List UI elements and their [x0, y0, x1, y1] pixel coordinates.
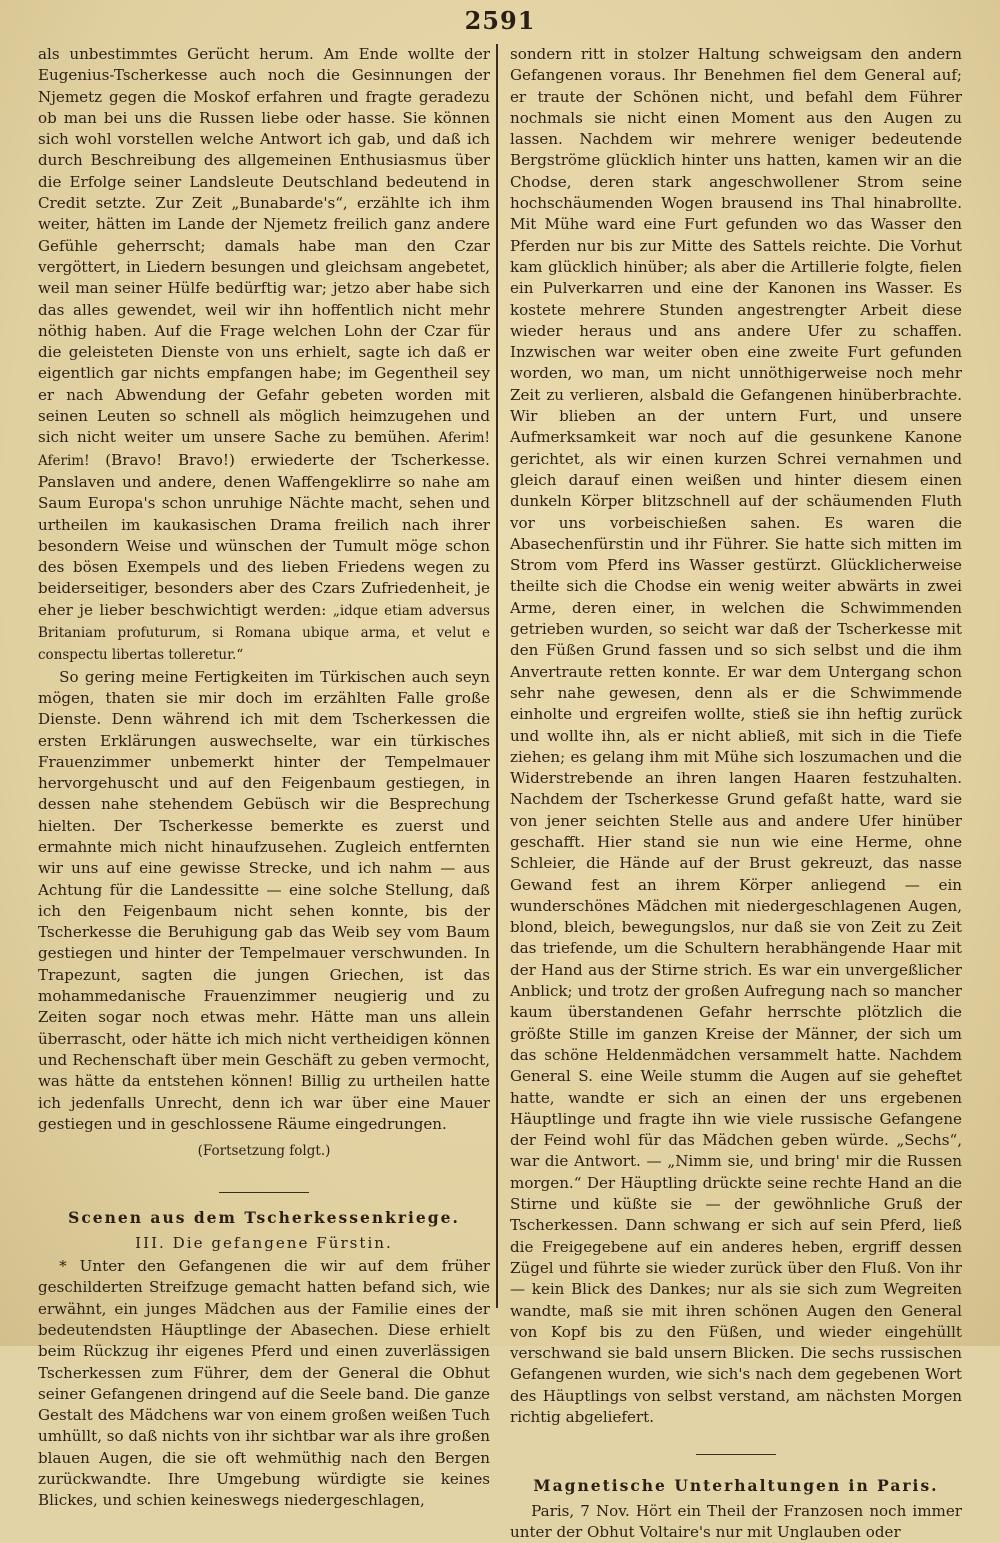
- exclamation: Aferim! Aferim!: [38, 430, 490, 469]
- paragraph: sondern ritt in stolzer Haltung schweigsam den andern Gefangenen voraus. Ihr Benehmen fiel dem General auf; er traute der Schönen nicht, und befahl dem Führer nochmals sie nicht einen Moment aus den Augen zu lassen. Nachdem wir mehrere weniger bedeutende Bergströme glücklich hinter uns hatten, kamen wir an die Chodse, deren stark angeschwollener Strom seine hochschäumenden Wogen brausend ins Thal hinabrollte. Mit Mühe ward eine Furt gefunden wo das Wasser den Pferden nur bis zur Mitte des Sattels reichte. Die Vorhut kam glücklich hinüber; als aber die Artillerie folgte, fielen ein Pulverkarren und eine der Kanonen ins Wasser. Es kostete mehrere Stunden angestrengter Arbeit diese wieder heraus und ans andere Ufer zu schaffen. Inzwischen war weiter oben eine zweite Furt gefunden worden, wo man, um nicht unnöthigerweise noch mehr Zeit zu verlieren, alsbald die Gefangenen hinüberbrachte. Wir blieben an der untern Furt, und unsere Aufmerksamkeit war noch auf die gesunkene Kanone gerichtet, als wir einen kurzen Schrei vernahmen und gleich darauf einen weißen und hinter diesem einen dunkeln Körper blitzschnell auf der schäumenden Fluth vor uns vorbeischießen sahen. Es waren die Abasechenfürstin und ihr Führer. Sie hatte sich mitten im Strom vom Pferd ins Wasser gestürzt. Glücklicherweise theilte sich die Chodse ein wenig weiter abwärts in zwei Arme, deren einer, in welchen die Schwimmenden getrieben wurden, so seicht war daß der Tscherkesse mit den Füßen Grund fassen und so sich selbst und die ihm Anvertraute retten konnte. Er war dem Untergang schon sehr nahe gewesen, denn als er die Schwimmende einholte und ergreifen wollte, stieß sie ihn heftig zurück und wollte ihn, als er nicht abließ, mit sich in die Tiefe ziehen; es gelang ihm mit Mühe sich loszumachen und die Widerstrebende an ihren langen Haaren festzuhalten. Nachdem der Tscherkesse Grund gefaßt hatte, ward sie von jener seichten Stelle aus and andere Ufer hinüber geschafft. Hier stand sie nun wie eine Herme, ohne Schleier, die Hände auf der Brust gekreuzt, das nasse Gewand fest an ihrem Körper anliegend — ein wunderschönes Mädchen mit niedergeschlagenen Augen, blond, bleich, bewegungslos, nur daß sie von Zeit zu Zeit das triefende, um die Schultern herabhängende Haar mit der Hand aus der Stirne strich. Es war ein unvergeßlicher Anblick; und trotz der großen Aufregung nach so mancher kaum überstandenen Gefahr herrschte plötzlich die größte Stille im ganzen Kreise der Männer, der sich um das schöne Heldenmädchen versammelt hatte. Nachdem General S. eine Weile stumm die Augen auf sie geheftet hatte, wandte er sich an einen der uns ergebenen Häuptlinge und fragte ihn wie viele russische Gefangene der Feind wohl für das Mädchen geben würde. „Sechs“, war die Antwort. — „Nimm sie, und bring' mir die Russen morgen.“ Der Häuptling drückte seine rechte Hand an die Stirne und küßte sie — der gewöhnliche Gruß der Tscherkessen. Dann schwang er sich auf sein Pferd, ließ die Freigegebene auf ein anderes heben, ergriff dessen Zügel und führte sie wieder zurück über den Fluß. Von ihr — kein Blick des Dankes; nur als sie sich zum Wegreiten wandte, maß sie mit ihren schönen Augen den General von Kopf bis zu den Füßen, und wieder eingehüllt verschwand sie bald unsern Blicken. Die sechs russischen Gefangenen wurden, wie sich's nach dem gegebenen Wort des Häuptlings von selbst verstand, am nächsten Morgen richtig abgeliefert.: [510, 45, 962, 1426]
- paragraph: So gering meine Fertigkeiten im Türkischen auch seyn mögen, thaten sie mir doch im erzählten Falle große Dienste. Denn während ich mit dem Tscherkessen die ersten Erklärungen auswechselte, war ein türkisches Frauenzimmer unbemerkt hinter der Tempelmauer hervorgehuscht und auf den Feigenbaum gestiegen, in dessen nahe stehendem Gebüsch wir die Besprechung hielten. Der Tscherkesse bemerkte es zuerst und ermahnte mich nicht hinaufzusehen. Zugleich entfernten wir uns auf eine gewisse Strecke, und ich nahm — aus Achtung für die Landessitte — eine solche Stellung, daß ich den Feigenbaum nicht sehen konnte, bis der Tscherkesse die Beruhigung gab das Weib sey vom Baum gestiegen und hinter der Tempelmauer verschwunden. In Trapezunt, sagten die jungen Griechen, ist das mohammedanische Frauenzimmer neugierig und zu Zeiten sogar noch etwas mehr. Hätte man uns allein überrascht, oder hätte ich mich nicht vertheidigen können und Rechenschaft über mein Geschäft zu geben vermocht, was hätte da entstehen können! Billig zu urtheilen hatte ich jedenfalls Unrecht, denn ich war über eine Mauer gestiegen und in geschlossene Räume eingedrungen.: [38, 667, 490, 1133]
- section-subtitle: III. Die gefangene Fürstin.: [135, 1233, 393, 1252]
- column-rule: [496, 44, 498, 1308]
- page-number: 2591: [464, 6, 536, 35]
- paragraph-text: als unbestimmtes Gerücht herum. Am Ende wollte der Eugenius-Tscherkesse auch noch die Gesinnungen der Njemetz gegen die Moskof erfahren und fragte geradezu ob man bei uns die Russen liebe oder hasse. Sie können sich wohl vorstellen welche Antwort ich gab, und daß ich durch Beschreibung des allgemeinen Enthusiasmus über die Erfolge seiner Landsleute Deutschland bedeutend in Credit setzte. Zur Zeit „Bunabarde's“, erzählte ich ihm weiter, hätten im Lande der Njemetz freilich ganz andere Gefühle geherrscht; damals habe man den Czar vergöttert, in Liedern besungen und gleichsam angebetet, weil man seiner Hülfe bedürftig war; jetzo aber habe sich das alles gewendet, weil wir ihn hoffentlich nicht mehr nöthig haben. Auf die Frage welchen Lohn der Czar für die geleisteten Dienste von uns erhielt, sagte ich daß er eigentlich gar nichts empfangen habe; im Gegentheil sey er nach Abwendung der Gefahr gebeten worden mit seinen Leuten so schnell als möglich heimzugehen und sich nicht weiter um unsere Sache zu bemühen.: [38, 45, 490, 447]
- continuation-note: (Fortsetzung folgt.): [197, 1143, 331, 1160]
- section-divider: [219, 1192, 309, 1193]
- section-title: Scenen aus dem Tscherkessenkriege.: [68, 1208, 460, 1228]
- section-divider: [696, 1454, 776, 1455]
- paragraph-text: (Bravo! Bravo!) erwiederte der Tscherkesse. Panslaven und andere, denen Waffengeklirre so nahe am Saum Europa's schon unruhige Nächte macht, sehen und urtheilen im kaukasischen Drama freilich nach ihrer besondern Weise und wünschen der Tumult möge schon des bösen Exempels und des lieben Friedens wegen zu beiderseitiger, besonders aber des Czars Zufriedenheit, je eher je lieber beschwichtigt werden:: [38, 450, 490, 619]
- latin-quote: „idque etiam adversus Britaniam profuturum, si Romana ubique arma, et velut e conspectu libertas tolleretur.“: [38, 602, 490, 664]
- paragraph: Paris, 7 Nov. Hört ein Theil der Franzosen noch immer unter der Obhut Voltaire's nur mit Unglauben oder: [510, 1501, 962, 1541]
- left-column: [38, 44, 490, 1512]
- paragraph: * Unter den Gefangenen die wir auf dem früher geschilderten Streifzuge gemacht hatten befand sich, wie erwähnt, ein junges Mädchen aus der Familie eines der bedeutendsten Häuptlinge der Abasechen. Diese erhielt beim Rückzug ihr eigenes Pferd und einen zuverlässigen Tscherkessen zum Führer, dem der General die Obhut seiner Gefangenen dringend auf die Seele band. Die ganze Gestalt des Mädchens war von einem großen weißen Tuch umhüllt, so daß nichts von ihr sichtbar war als ihre großen blauen Augen, die sie oft wehmüthig nach den Bergen zurückwandte. Ihre Umgebung würdigte sie keines Blickes, und schien keineswegs niedergeschlagen,: [38, 1257, 490, 1510]
- section-title: Magnetische Unterhaltungen in Paris.: [533, 1476, 939, 1496]
- right-column: [510, 44, 962, 1543]
- paragraph: [38, 44, 490, 667]
